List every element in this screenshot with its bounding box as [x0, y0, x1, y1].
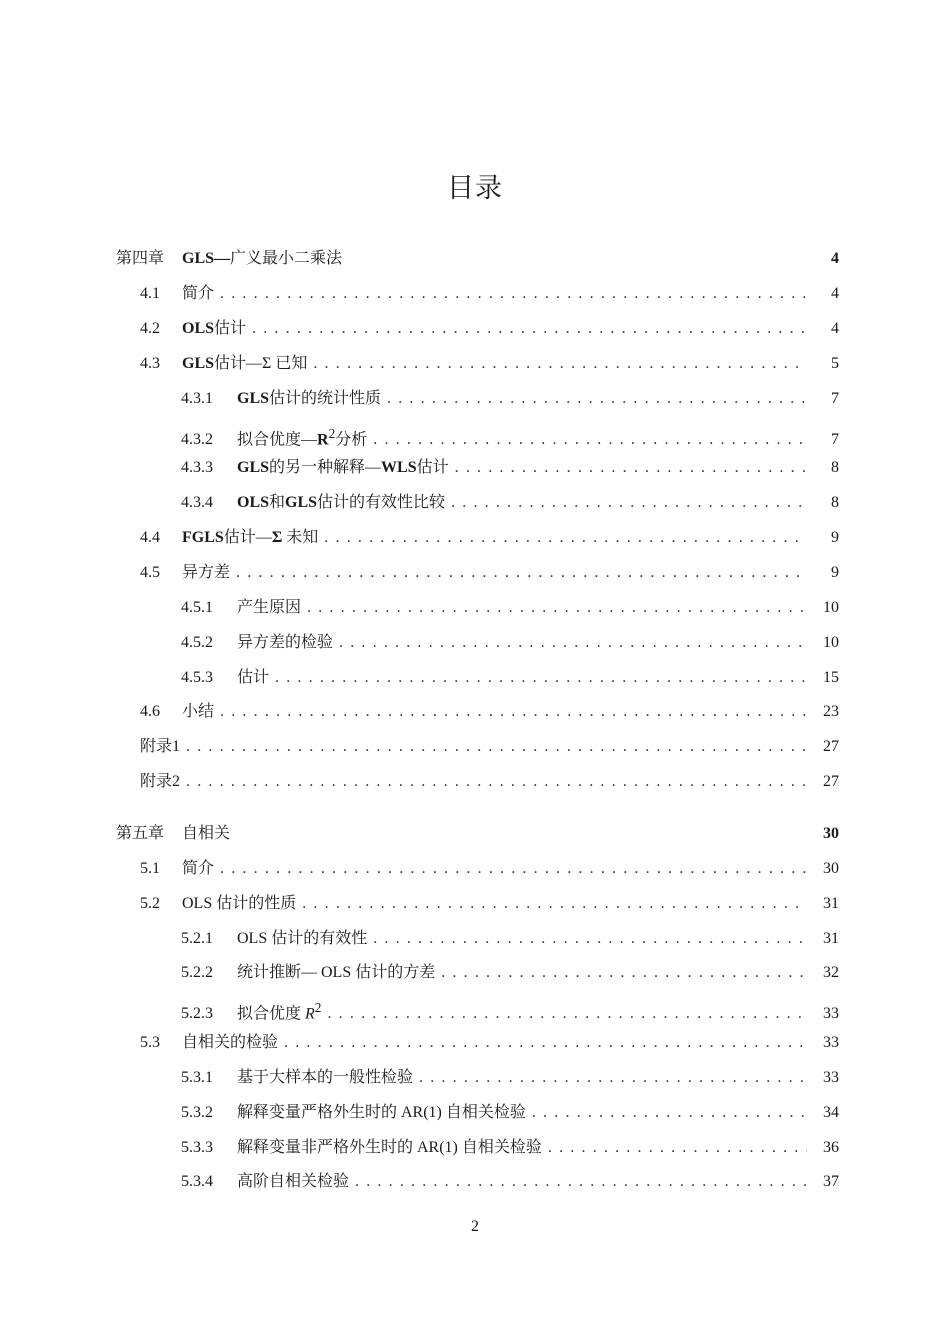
- toc-entry-number: 4.3.4: [181, 494, 213, 511]
- toc-entry-number: 4.5: [140, 564, 160, 581]
- toc-leader-dots: [441, 961, 807, 985]
- toc-entry-page: 32: [823, 964, 839, 981]
- toc-entry-第五章[interactable]: [116, 822, 839, 846]
- toc-entry-title: 高阶自相关检验: [237, 1173, 350, 1190]
- toc-entry-title: OLS 估计的性质: [182, 895, 297, 912]
- toc-entry-4.3.4[interactable]: [181, 491, 839, 515]
- toc-leader-dots: [419, 1066, 807, 1090]
- toc-leader-dots: [373, 428, 807, 452]
- toc-entry-page: 30: [823, 825, 839, 842]
- toc-entry-title: FGLS估计—Σ 未知: [182, 529, 319, 546]
- toc-entry-number: 4.5.2: [181, 634, 213, 651]
- toc-entry-page: 10: [823, 599, 839, 616]
- toc-entry-title: 附录1: [140, 738, 181, 755]
- toc-entry-page: 31: [823, 930, 839, 947]
- toc-entry-page: 33: [823, 1069, 839, 1086]
- toc-entry-number: 5.2.2: [181, 964, 213, 981]
- toc-entry-title: OLS和GLS估计的有效性比较: [237, 494, 446, 511]
- toc-entry-title: 异方差: [182, 564, 231, 581]
- toc-entry-4.1[interactable]: [140, 282, 839, 306]
- toc-leader-dots: [307, 596, 807, 620]
- toc-entry-number: 4.3: [140, 355, 160, 372]
- toc-entry-page: 9: [831, 564, 839, 581]
- toc-entry-5.2[interactable]: [140, 892, 839, 916]
- toc-entry-page: 5: [831, 355, 839, 372]
- toc-entry-number: 4.1: [140, 285, 160, 302]
- toc-entry-number: 5.3: [140, 1034, 160, 1051]
- toc-entry-page: 23: [823, 703, 839, 720]
- toc-entry-title: 简介: [182, 860, 215, 877]
- toc-entry-4.5.1[interactable]: [181, 596, 839, 620]
- toc-entry-4.3.3[interactable]: [181, 456, 839, 480]
- toc-leader-dots: [387, 387, 807, 411]
- toc-entry-title: 解释变量非严格外生时的 AR(1) 自相关检验: [237, 1139, 542, 1156]
- toc-entry-number: 5.2.1: [181, 930, 213, 947]
- toc-entry-5.3.1[interactable]: [181, 1066, 839, 1090]
- toc-entry-number: 4.2: [140, 320, 160, 337]
- toc-entry-4.5.3[interactable]: [181, 666, 839, 690]
- toc-entry-4.3.1[interactable]: [181, 387, 839, 411]
- toc-leader-dots: [275, 666, 807, 690]
- toc-entry-number: 4.3.2: [181, 431, 213, 449]
- toc-entry-4.6[interactable]: [140, 700, 839, 724]
- toc-entry-title: GLS估计的统计性质: [237, 390, 382, 407]
- toc-entry-附录2[interactable]: [140, 770, 839, 794]
- toc-entry-title: 基于大样本的一般性检验: [237, 1069, 414, 1086]
- toc-entry-title: 自相关: [182, 825, 231, 842]
- toc-entry-number: 5.3.4: [181, 1173, 213, 1190]
- toc-entry-5.2.2[interactable]: [181, 961, 839, 985]
- toc-leader-dots: [313, 352, 807, 376]
- toc-entry-page: 4: [831, 250, 839, 267]
- toc-entry-page: 8: [831, 459, 839, 476]
- toc-entry-title: GLS的另一种解释—WLS估计: [237, 459, 449, 476]
- toc-entry-page: 34: [823, 1104, 839, 1121]
- toc-leader-dots: [339, 631, 807, 655]
- toc-entry-number: 4.3.3: [181, 459, 213, 476]
- toc-entry-number: 5.1: [140, 860, 160, 877]
- toc-entry-title: 产生原因: [237, 599, 302, 616]
- toc-entry-5.1[interactable]: [140, 857, 839, 881]
- toc-entry-number: 5.2: [140, 895, 160, 912]
- toc-entry-5.3.4[interactable]: [181, 1170, 839, 1194]
- toc-leader-dots: [220, 282, 807, 306]
- toc-entry-page: 31: [823, 895, 839, 912]
- toc-leader-dots: [284, 1031, 807, 1055]
- toc-entry-4.5.2[interactable]: [181, 631, 839, 655]
- toc-entry-number: 5.2.3: [181, 1005, 213, 1023]
- toc-entry-number: 4.4: [140, 529, 160, 546]
- toc-entry-page: 8: [831, 494, 839, 511]
- toc-entry-第四章[interactable]: [116, 247, 839, 271]
- toc-entry-number: 第五章: [116, 825, 165, 842]
- toc-entry-page: 33: [823, 1034, 839, 1051]
- toc-leader-dots: [220, 700, 807, 724]
- toc-entry-page: 30: [823, 860, 839, 877]
- toc-leader-dots: [451, 491, 807, 515]
- toc-entry-title: 附录2: [140, 773, 181, 790]
- toc-entry-number: 5.3.2: [181, 1104, 213, 1121]
- toc-entry-number: 5.3.3: [181, 1139, 213, 1156]
- toc-entry-number: 第四章: [116, 250, 165, 267]
- toc-entry-page: 27: [823, 738, 839, 755]
- toc-leader-dots: [252, 317, 807, 341]
- toc-entry-page: 15: [823, 669, 839, 686]
- toc-entry-title: 简介: [182, 285, 215, 302]
- toc-entry-title: GLS估计—Σ 已知: [182, 355, 308, 372]
- toc-entry-title: 异方差的检验: [237, 634, 334, 651]
- toc-entry-page: 4: [831, 285, 839, 302]
- toc-leader-dots: [220, 857, 807, 881]
- toc-entry-title: 统计推断— OLS 估计的方差: [237, 964, 436, 981]
- toc-entry-page: 4: [831, 320, 839, 337]
- toc-entry-title: OLS估计: [182, 320, 247, 337]
- toc-entry-page: 33: [823, 1005, 839, 1023]
- page-number: 2: [471, 1218, 479, 1235]
- toc-entry-title: 拟合优度$—R^2$分析: [237, 426, 368, 449]
- toc-entry-number: 4.6: [140, 703, 160, 720]
- toc-entry-title: 解释变量严格外生时的 AR(1) 自相关检验: [237, 1104, 526, 1121]
- toc-leader-dots: [186, 770, 807, 794]
- toc-entry-5.2.3[interactable]: [181, 996, 839, 1023]
- toc-entry-title: 拟合优度 $R^2$: [237, 1000, 322, 1023]
- toc-entry-number: 4.3.1: [181, 390, 213, 407]
- toc-entry-number: 4.5.1: [181, 599, 213, 616]
- toc-entry-page: 36: [823, 1139, 839, 1156]
- toc-leader-dots: [532, 1101, 807, 1125]
- toc-leader-dots: [324, 526, 807, 550]
- toc-entry-page: 10: [823, 634, 839, 651]
- toc-entry-4.3[interactable]: [140, 352, 839, 376]
- toc-entry-number: 4.5.3: [181, 669, 213, 686]
- toc-entry-5.3.2[interactable]: [181, 1101, 839, 1125]
- toc-entry-title: 自相关的检验: [182, 1034, 279, 1051]
- toc-leader-dots: [302, 892, 807, 916]
- toc-entry-4.5[interactable]: [140, 561, 839, 585]
- toc-entry-5.3[interactable]: [140, 1031, 839, 1055]
- toc-entry-title: 小结: [182, 703, 215, 720]
- toc-entry-5.3.3[interactable]: [181, 1136, 839, 1160]
- toc-leader-dots: [548, 1136, 807, 1160]
- toc-entry-5.2.1[interactable]: [181, 927, 839, 951]
- toc-entry-title: GLS—广义最小二乘法: [182, 250, 343, 267]
- toc-entry-page: 27: [823, 773, 839, 790]
- toc-entry-附录1[interactable]: [140, 735, 839, 759]
- toc-entry-title: 估计: [237, 669, 270, 686]
- toc-entry-page: 9: [831, 529, 839, 546]
- toc-entry-page: 7: [831, 390, 839, 407]
- toc-entry-page: 37: [823, 1173, 839, 1190]
- toc-leader-dots: [455, 456, 807, 480]
- toc-entry-page: 7: [831, 431, 839, 449]
- toc-entry-4.3.2[interactable]: [181, 422, 839, 449]
- page-title: 目录: [447, 173, 503, 204]
- toc-leader-dots: [355, 1170, 807, 1194]
- toc-leader-dots: [186, 735, 807, 759]
- toc-entry-4.4[interactable]: [140, 526, 839, 550]
- toc-leader-dots: [236, 561, 807, 585]
- toc-leader-dots: [327, 1002, 807, 1026]
- toc-entry-number: 5.3.1: [181, 1069, 213, 1086]
- toc-leader-dots: [373, 927, 807, 951]
- toc-entry-4.2[interactable]: [140, 317, 839, 341]
- toc-entry-title: OLS 估计的有效性: [237, 930, 368, 947]
